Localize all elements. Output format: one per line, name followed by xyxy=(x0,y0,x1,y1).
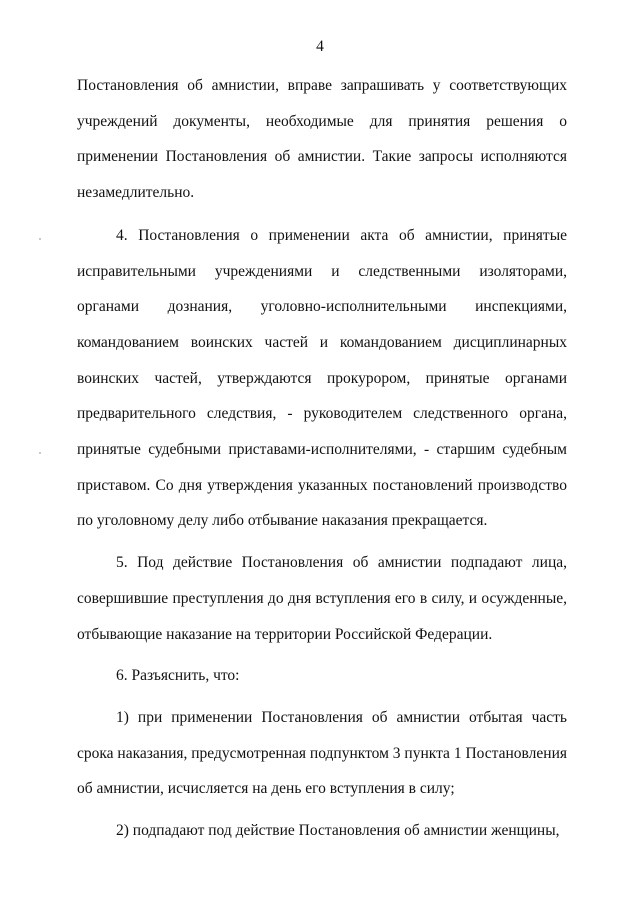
paragraph-item-6: 6. Разъяснить, что: xyxy=(116,667,240,685)
paragraph-subitem-1: 1) при применении Постановления об амнистии отбытая часть срока наказания, предусмотренная подпунктом 3 пункта 1 Постановления об амнистии, исчисляется на день его вступления в силу; xyxy=(77,708,567,798)
document-body xyxy=(77,68,567,849)
paragraph-subitem-2: 2) подпадают под действие Постановления об амнистии женщины, xyxy=(116,822,560,840)
page-number: 4 xyxy=(316,38,324,55)
paragraph-item-5: 5. Под действие Постановления об амнистии подпадают лица, совершившие преступления до дня вступления его в силу, и осужденные, отбывающие наказание на территории Российской Федерации. xyxy=(77,554,567,643)
paragraph-item-4: 4. Постановления о применении акта об амнистии, принятые исправительными учреждениями и следственными изоляторами, органами дознания, уголовно-исполнительными инспекциями, командованием воинских частей и командованием дисциплинарных воинских частей, утверждаются прокурором, принятые органами предварительного следствия, - руководителем следственного органа, принятые судебными приставами-исполнителями, - старшим судебным приставом. Со дня утверждения указанных постановлений производство по уголовному делу либо отбывание наказания прекращается. xyxy=(77,226,567,530)
margin-mark xyxy=(39,238,41,240)
margin-mark xyxy=(39,452,41,454)
paragraph-continuation: Постановления об амнистии, вправе запрашивать у соответствующих учреждений документы, необходимые для принятия решения о применении Постановления об амнистии. Такие запросы исполняются незамедлительно. xyxy=(77,77,567,202)
